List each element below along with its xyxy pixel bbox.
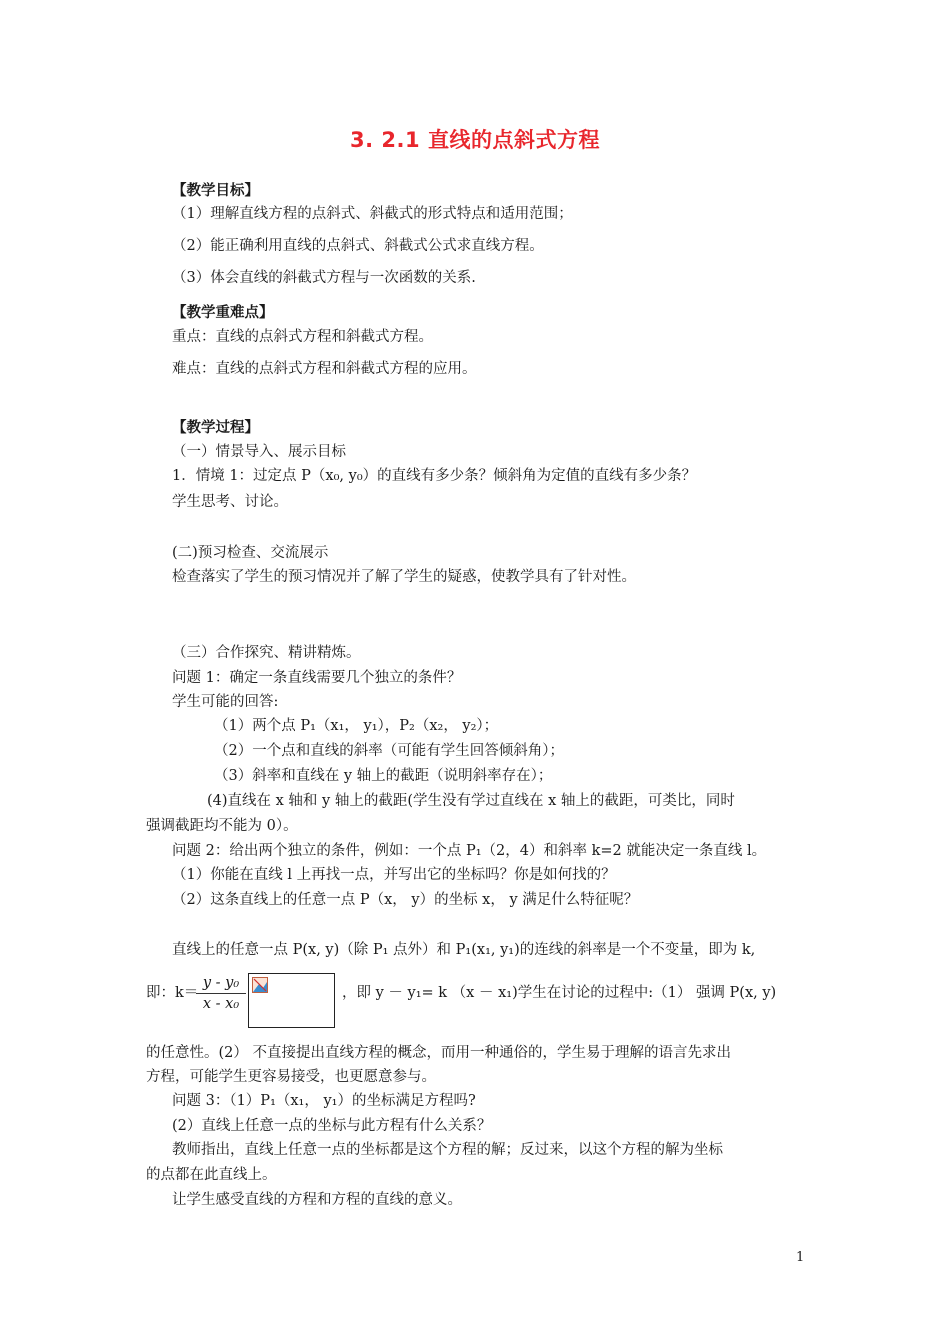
step-2-heading: (二)预习检查、交流展示 [172,545,329,561]
student-discussion: 学生思考、讨论。 [172,494,288,510]
section-heading-process: 【教学过程】 [172,419,259,436]
question-3: 问题 3：（1）P₁（x₁， y₁）的坐标满足方程吗? [172,1093,476,1109]
step-3-heading: （三）合作探究、精讲精炼。 [172,645,361,661]
closing-remark: 让学生感受直线的方程和方程的直线的意义。 [172,1192,462,1208]
slope-explanation: 直线上的任意一点 P(x, y)（除 P₁ 点外）和 P₁(x₁, y₁)的连线的斜率是一个不变量，即为 k, [172,942,756,958]
answer-1: （1）两个点 P₁（x₁， y₁），P₂（x₂， y₂）； [214,718,499,734]
document-title: 3. 2.1 直线的点斜式方程 [350,128,600,152]
answer-3: （3）斜率和直线在 y 轴上的截距（说明斜率存在）； [214,768,553,784]
answer-2: （2）一个点和直线的斜率（可能有学生回答倾斜角）； [214,743,564,759]
slope-formula-prefix: 即：k＝ [146,985,199,1001]
key-point: 重点：直线的点斜式方程和斜截式方程。 [172,329,433,345]
fraction-denominator: x - x₀ [202,996,240,1012]
arbitrariness-note: 的任意性。(2） 不直接提出直线方程的概念，而用一种通俗的，学生易于理解的语言先求出 [146,1045,731,1061]
arbitrariness-note-continued: 方程，可能学生更容易接受，也更愿意参与。 [146,1069,436,1085]
question-1: 问题 1：确定一条直线需要几个独立的条件？ [172,670,462,686]
objective-2: （2）能正确利用直线的点斜式、斜截式公式求直线方程。 [172,238,544,254]
teacher-note: 教师指出，直线上任意一点的坐标都是这个方程的解；反过来，以这个方程的解为坐标 [172,1142,723,1158]
objective-1: （1）理解直线方程的点斜式、斜截式的形式特点和适用范围； [172,206,573,222]
difficult-point: 难点：直线的点斜式方程和斜截式方程的应用。 [172,361,477,377]
question-2: 问题 2：给出两个独立的条件，例如：一个点 P₁（2，4）和斜率 k=2 就能决定一条直线 l。 [172,843,767,859]
broken-image-icon [252,977,268,993]
teacher-note-continued: 的点都在此直线上。 [146,1167,277,1183]
page-number: 1 [796,1250,805,1265]
step-2-text: 检查落实了学生的预习情况并了解了学生的疑惑，使教学具有了针对性。 [172,569,636,585]
objective-3: （3）体会直线的斜截式方程与一次函数的关系. [172,270,476,286]
question-3-part-2: (2）直线上任意一点的坐标与此方程有什么关系？ [172,1118,492,1134]
slope-fraction [196,975,246,1012]
step-1-heading: （一）情景导入、展示目标 [172,444,346,460]
question-2-part-2: （2）这条直线上的任意一点 P（x， y）的坐标 x， y 满足什么特征呢？ [172,892,639,908]
answer-4: (4)直线在 x 轴和 y 轴上的截距(学生没有学过直线在 x 轴上的截距，可类比，同时 [207,793,735,809]
scenario-1: 1．情境 1：过定点 P（x₀, y₀）的直线有多少条？倾斜角为定值的直线有多少条？ [172,468,697,484]
point-slope-equation: ，即 y － y₁= k （x － x₁)学生在讨论的过程中:（1） 强调 P(x, y) [342,985,777,1001]
section-heading-key-points: 【教学重难点】 [172,304,274,321]
fraction-numerator: y - y₀ [196,975,246,994]
section-heading-objectives: 【教学目标】 [172,182,259,199]
question-2-part-1: （1）你能在直线 l 上再找一点，并写出它的坐标吗？你是如何找的？ [172,867,616,883]
broken-image-placeholder [248,973,335,1028]
answer-4-continued: 强调截距均不能为 0）。 [146,818,298,834]
possible-answers-label: 学生可能的回答: [172,694,279,710]
